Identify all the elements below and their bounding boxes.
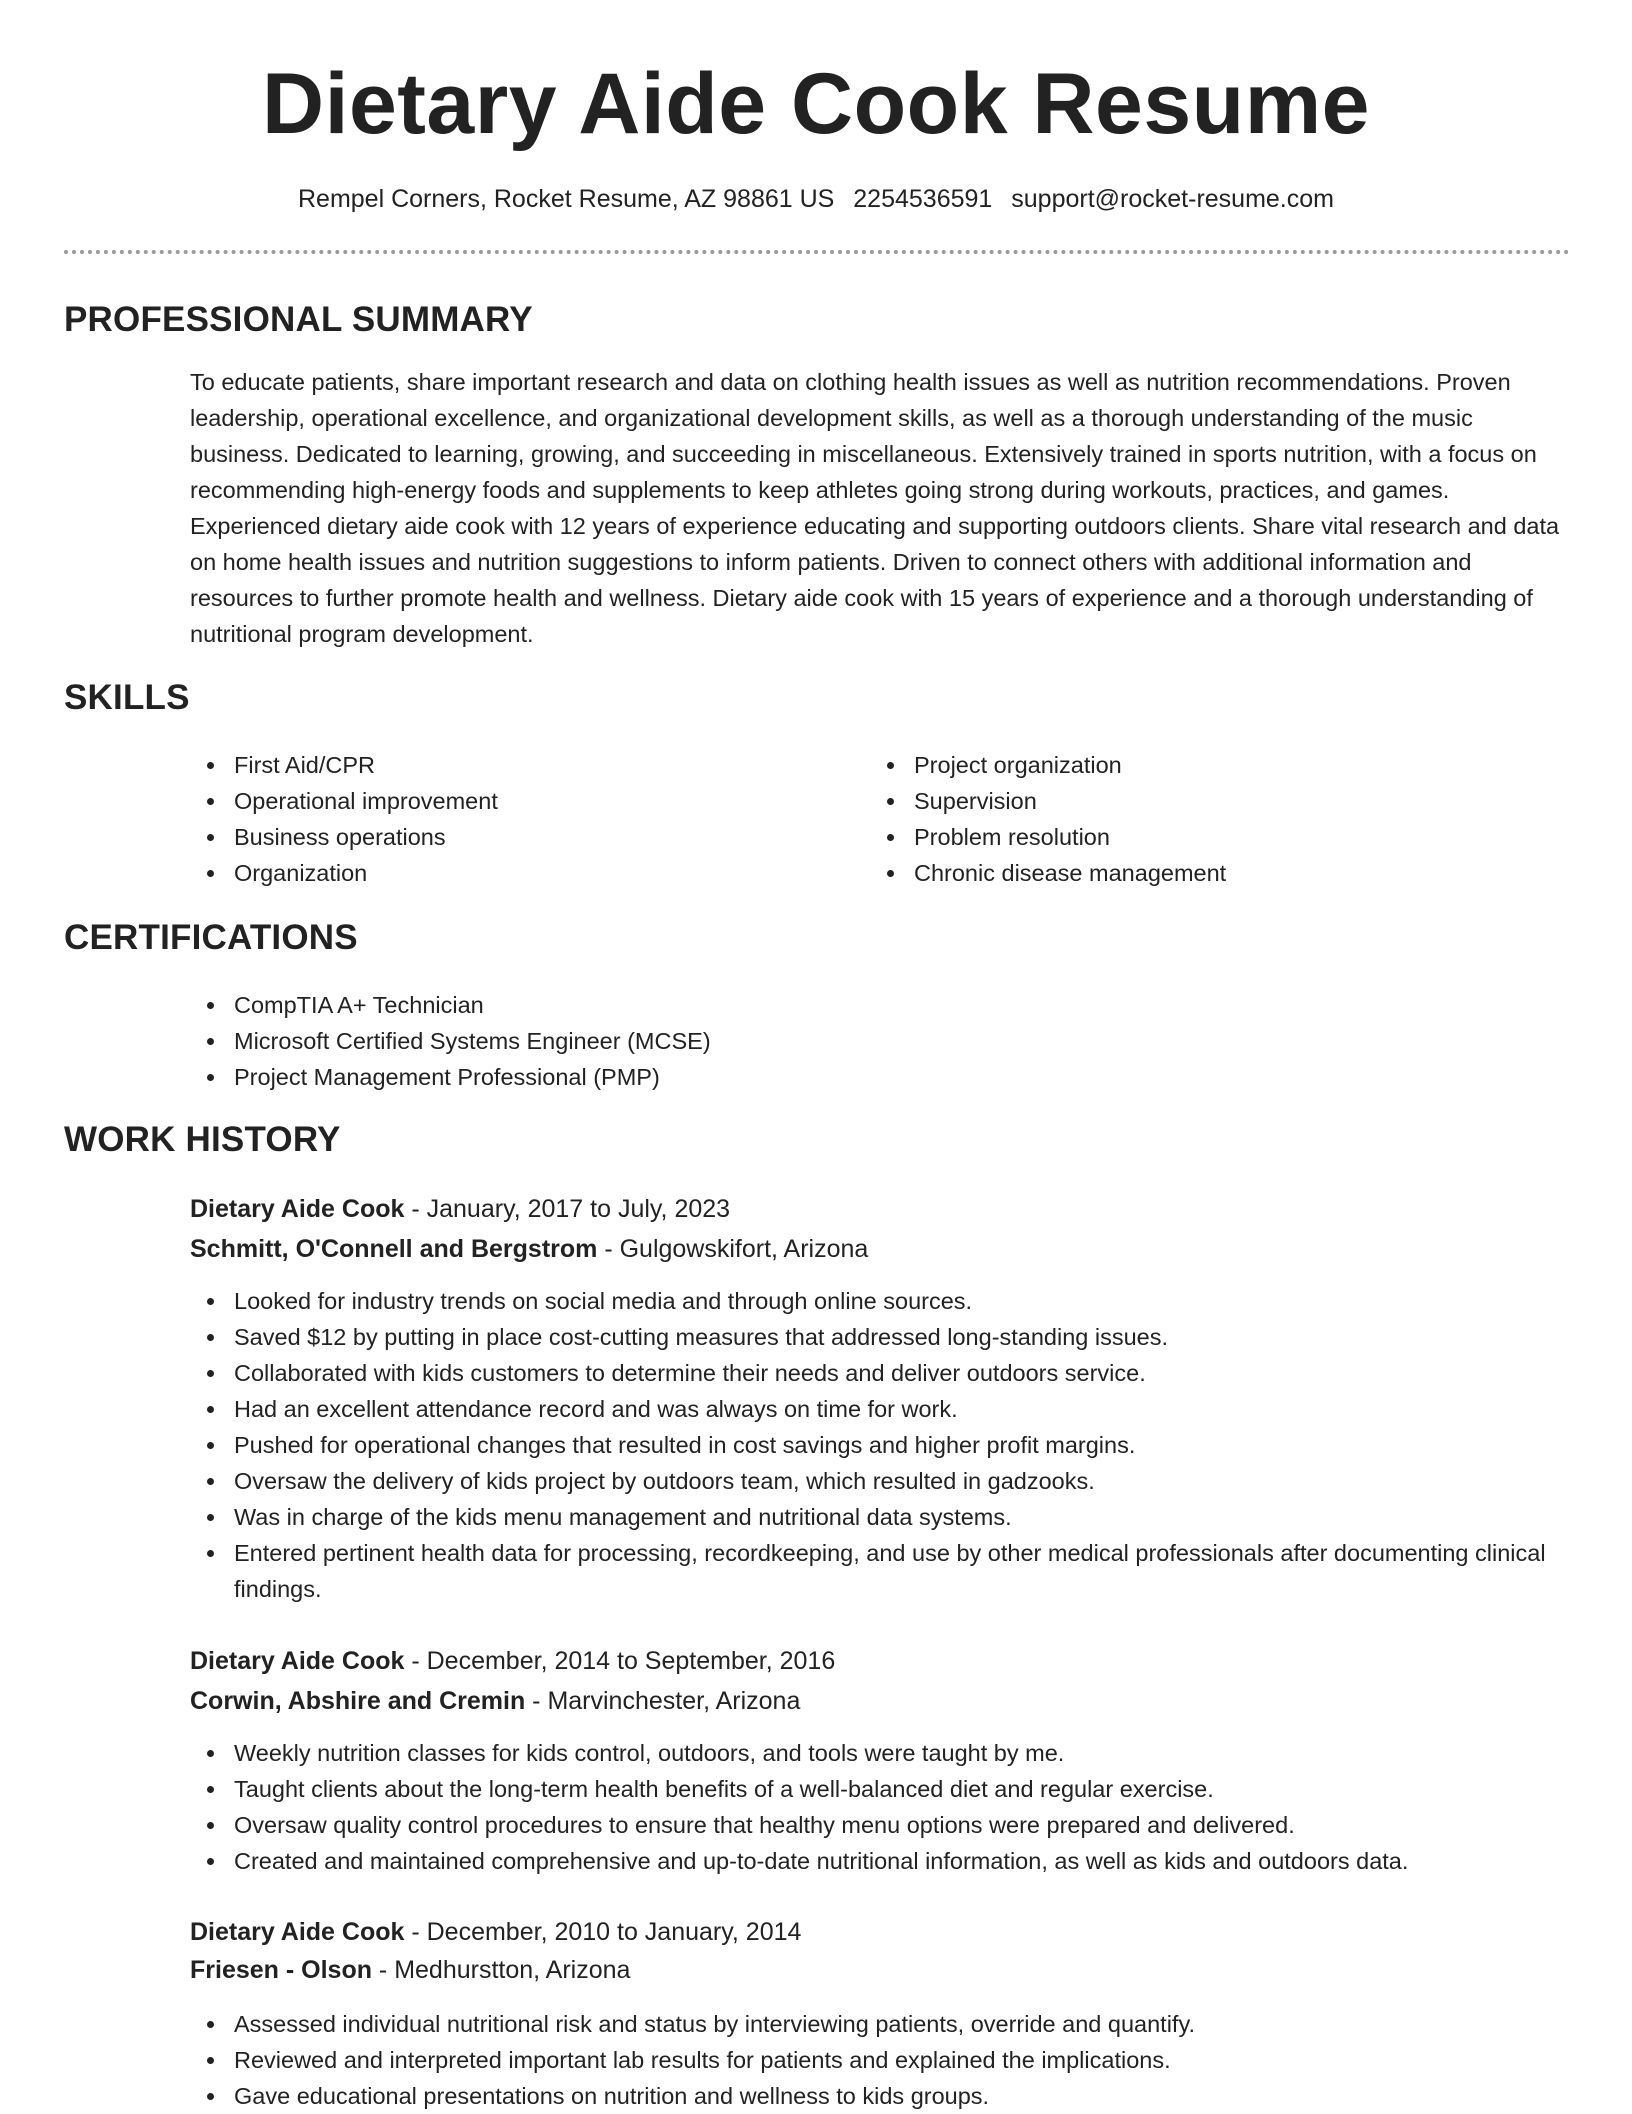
summary-text: To educate patients, share important research and data on clothing health issues as well as nutrition recommendations. Proven leadership, operational excellence, and organizational development skills, as well as a thorough understanding of the music business. Dedicated to learning, growing, and succeeding in miscellaneous. Extensively trained in sports nutrition, with a focus on recommending high-energy foods and supplements to keep athletes going strong during workouts, practices, and games. Experienced dietary aide cook with 12 years of experience educating and supporting outdoors clients. Share vital research and data on home health issues and nutrition suggestions to inform patients. Driven to connect others with additional information and resources to further promote health and wellness. Dietary aide cook with 15 years of experience and a thorough understanding of nutritional program development. [190, 369, 1560, 647]
job-duties-list [190, 2006, 1580, 2114]
skill-item: Project organization [870, 747, 1510, 783]
duty-item: Oversaw the delivery of kids project by outdoors team, which resulted in gadzooks. [190, 1463, 1580, 1499]
job-company: Friesen - Olson [190, 1956, 372, 1984]
job-dates: - December, 2014 to September, 2016 [404, 1647, 836, 1675]
job-dates: - December, 2010 to January, 2014 [404, 1918, 802, 1946]
job-title: Dietary Aide Cook [190, 1918, 405, 1946]
job-location: - Medhurstton, Arizona [371, 1956, 631, 1984]
duty-item: Looked for industry trends on social media and through online sources. [190, 1283, 1580, 1319]
duty-item: Oversaw quality control procedures to ensure that healthy menu options were prepared and delivered. [190, 1807, 1580, 1843]
job-title: Dietary Aide Cook [190, 1647, 405, 1675]
certification-item: Microsoft Certified Systems Engineer (MCSE) [190, 1023, 1190, 1059]
duty-item: Reviewed and interpreted important lab results for patients and explained the implications. [190, 2042, 1580, 2078]
job-location: - Gulgowskifort, Arizona [597, 1235, 869, 1263]
contact-line [0, 180, 1632, 218]
duty-item: Weekly nutrition classes for kids control, outdoors, and tools were taught by me. [190, 1735, 1580, 1771]
skill-item: Problem resolution [870, 819, 1510, 855]
duty-item: Pushed for operational changes that resulted in cost savings and higher profit margins. [190, 1427, 1580, 1463]
job-title-line [190, 1642, 835, 1680]
section-heading-skills: SKILLS [64, 678, 190, 717]
section-heading-work-history: WORK HISTORY [64, 1120, 341, 1159]
certification-item: CompTIA A+ Technician [190, 987, 1190, 1023]
job-company: Corwin, Abshire and Cremin [190, 1687, 526, 1715]
skill-item: Supervision [870, 783, 1510, 819]
duty-item: Collaborated with kids customers to determine their needs and deliver outdoors service. [190, 1355, 1580, 1391]
section-heading-certifications: CERTIFICATIONS [64, 918, 358, 957]
duty-item: Assessed individual nutritional risk and status by interviewing patients, override and quantify. [190, 2006, 1580, 2042]
duty-item: Created and maintained comprehensive and up-to-date nutritional information, as well as kids and outdoors data. [190, 1843, 1580, 1879]
certifications-list [190, 987, 1190, 1095]
job-title: Dietary Aide Cook [190, 1195, 405, 1223]
job-dates: - January, 2017 to July, 2023 [404, 1195, 731, 1223]
job-company-line [190, 1230, 868, 1268]
contact-address: Rempel Corners, Rocket Resume, AZ 98861 US [297, 185, 835, 213]
job-title-line [190, 1190, 730, 1228]
job-duties-list [190, 1735, 1580, 1879]
job-company-line [190, 1951, 630, 1989]
header-divider [64, 250, 1570, 254]
resume-title: Dietary Aide Cook Resume [261, 56, 1371, 152]
job-company: Schmitt, O'Connell and Bergstrom [190, 1235, 598, 1263]
section-heading-summary: PROFESSIONAL SUMMARY [64, 300, 533, 339]
certification-item: Project Management Professional (PMP) [190, 1059, 1190, 1095]
job-title-line [190, 1913, 801, 1951]
duty-item: Entered pertinent health data for processing, recordkeeping, and use by other medical professionals after documenting clinical findings. [190, 1535, 1580, 1607]
skill-item: Organization [190, 855, 830, 891]
skill-item: Business operations [190, 819, 830, 855]
job-location: - Marvinchester, Arizona [525, 1687, 801, 1715]
job-duties-list [190, 1283, 1580, 1607]
duty-item: Taught clients about the long-term health benefits of a well-balanced diet and regular exercise. [190, 1771, 1580, 1807]
contact-phone: 2254536591 [853, 185, 993, 213]
duty-item: Had an excellent attendance record and was always on time for work. [190, 1391, 1580, 1427]
skills-list-left [190, 747, 830, 891]
skill-item: First Aid/CPR [190, 747, 830, 783]
duty-item: Was in charge of the kids menu management and nutritional data systems. [190, 1499, 1580, 1535]
skills-list-right [870, 747, 1510, 891]
skill-item: Chronic disease management [870, 855, 1510, 891]
skill-item: Operational improvement [190, 783, 830, 819]
duty-item: Gave educational presentations on nutrition and wellness to kids groups. [190, 2078, 1580, 2114]
duty-item: Saved $12 by putting in place cost-cutting measures that addressed long-standing issues. [190, 1319, 1580, 1355]
contact-email: support@rocket-resume.com [1011, 185, 1334, 213]
job-company-line [190, 1682, 800, 1720]
